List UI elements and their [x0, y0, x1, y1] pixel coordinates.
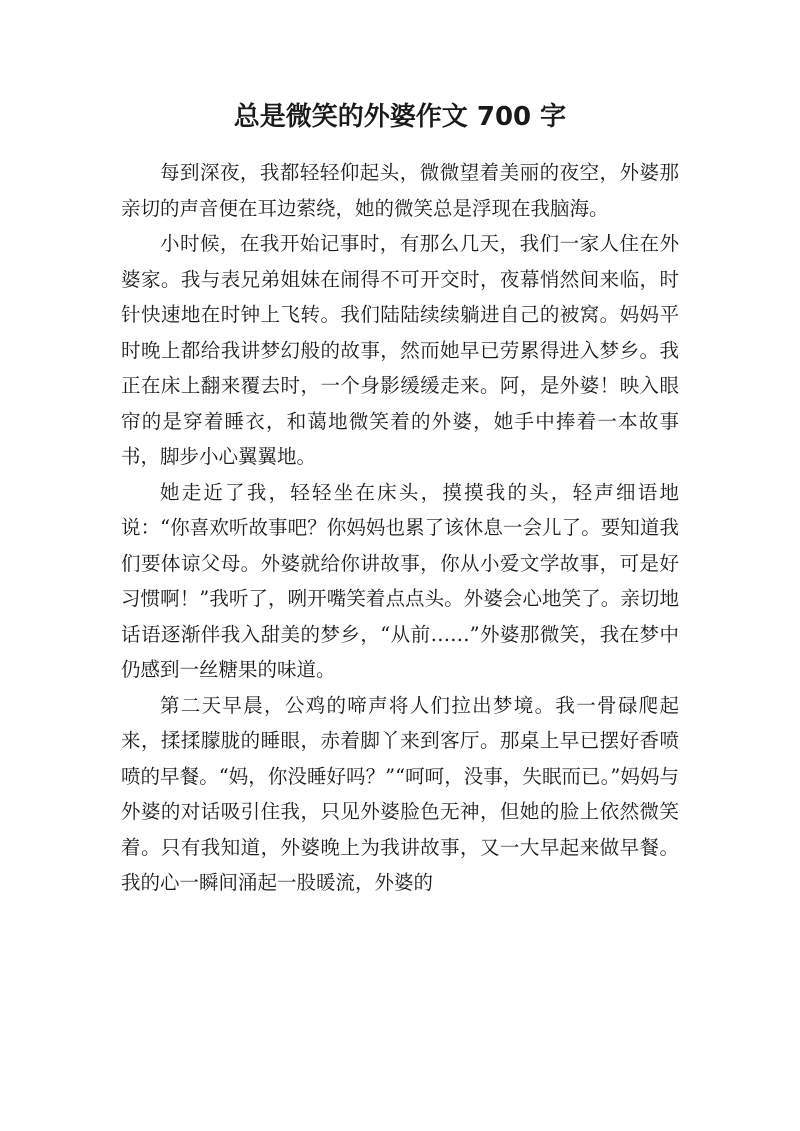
paragraph: 第二天早晨，公鸡的啼声将人们拉出梦境。我一骨碌爬起来，揉揉朦胧的睡眼，赤着脚丫来到客厅。那桌上早已摆好香喷喷的早餐。“妈，你没睡好吗？”“呵呵，没事，失眠而已。”妈妈与外婆的对话吸引住我，只见外婆脸色无神，但她的脸上依然微笑着。只有我知道，外婆晚上为我讲故事，又一大早起来做早餐。我的心一瞬间涌起一股暖流，外婆的 — [121, 693, 679, 894]
paragraph: 她走近了我，轻轻坐在床头，摸摸我的头，轻声细语地说：“你喜欢听故事吧？你妈妈也累了该休息一会儿了。要知道我们要体谅父母。外婆就给你讲故事，你从小爱文学故事，可是好习惯啊！”我听了，咧开嘴笑着点点头。外婆会心地笑了。亲切地话语逐渐伴我入甜美的梦乡，“从前……”外婆那微笑，我在梦中仍感到一丝糖果的味道。 — [121, 480, 679, 681]
document-title: 总是微笑的外婆作文 700 字 — [233, 102, 567, 132]
document-body — [121, 155, 679, 901]
paragraph: 小时候，在我开始记事时，有那么几天，我们一家人住在外婆家。我与表兄弟姐妹在闹得不可开交时，夜幕悄然间来临，时针快速地在时钟上飞转。我们陆陆续续躺进自己的被窝。妈妈平时晚上都给我讲梦幻般的故事，然而她早已劳累得进入梦乡。我正在床上翻来覆去时，一个身影缓缓走来。阿，是外婆！映入眼帘的是穿着睡衣，和蔼地微笑着的外婆，她手中捧着一本故事书，脚步小心翼翼地。 — [121, 232, 679, 468]
paragraph: 每到深夜，我都轻轻仰起头，微微望着美丽的夜空，外婆那亲切的声音便在耳边萦绕，她的微笑总是浮现在我脑海。 — [121, 161, 679, 220]
